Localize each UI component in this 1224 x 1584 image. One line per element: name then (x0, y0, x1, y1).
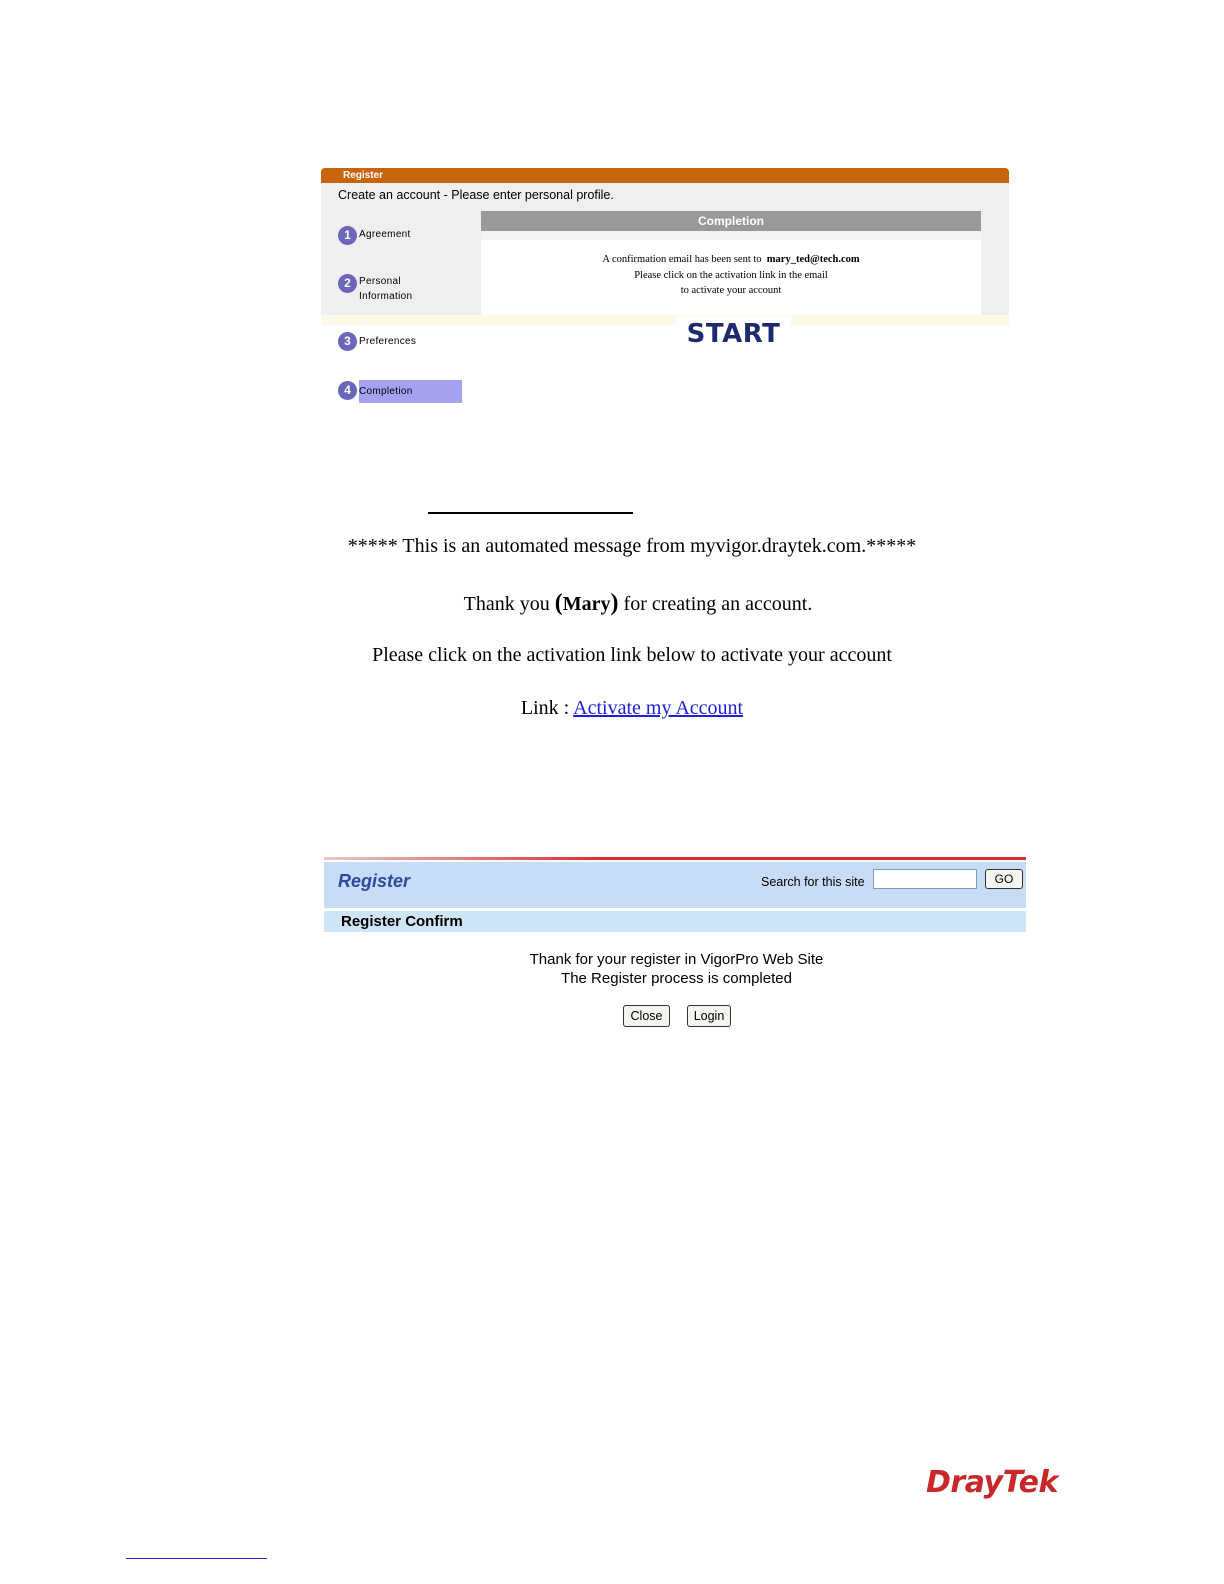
step-label-active: Completion (359, 380, 462, 403)
wizard-footer-strip (321, 315, 1009, 325)
top-accent-line (324, 857, 1026, 860)
completion-strip (481, 231, 981, 240)
wizard-step-personal-information[interactable] (338, 274, 439, 304)
completion-panel (481, 211, 981, 315)
step-label: Preferences (359, 336, 417, 347)
activate-account-link[interactable]: Activate my Account (573, 697, 744, 719)
completion-message (481, 252, 981, 299)
wizard-subtitle: Create an account - Please enter personal profile. (338, 188, 614, 202)
step-number-icon: 2 (338, 274, 357, 293)
draytek-logo: DrayTek (926, 1465, 1058, 1500)
completion-heading: Completion (481, 211, 981, 231)
email-separator (428, 512, 633, 514)
email-thank-you: Thank you (Mary) for creating an account. (463, 590, 813, 616)
step-number-icon: 4 (338, 381, 357, 400)
search-label: Search for this site (761, 875, 865, 889)
go-button[interactable]: GO (985, 869, 1023, 889)
close-button[interactable]: Close (623, 1005, 670, 1027)
wizard-step-completion[interactable] (338, 381, 462, 403)
step-label: Personal Information (359, 276, 413, 302)
register-wizard (321, 168, 1009, 418)
email-link-row (20, 697, 1224, 720)
email-user-name: Mary (562, 593, 611, 615)
email-thank-prefix: Thank you (463, 593, 550, 615)
step-label: Agreement (359, 229, 411, 240)
confirm-message-line1: Thank for your register in VigorPro Web Site (529, 951, 824, 968)
instruction-text: Please click on the activation link in the email (634, 269, 828, 281)
wizard-title-bar: Register (321, 168, 1009, 183)
section-title: Register Confirm (341, 913, 463, 930)
step-number-icon: 3 (338, 332, 357, 351)
email-thank-suffix: for creating an account. (623, 593, 813, 615)
step-number-icon: 1 (338, 226, 357, 245)
email-automated-notice: ***** This is an automated message from myvigor.draytek.com.***** (347, 535, 917, 557)
confirm-message-line2: The Register process is completed (561, 970, 792, 987)
instruction-text-2: to activate your account (680, 285, 782, 296)
confirmation-email: mary_ted@tech.com (766, 254, 860, 265)
email-instruction: Please click on the activation link below to activate your account (372, 644, 892, 666)
register-confirm-page (324, 857, 1026, 1037)
search-input[interactable] (873, 869, 977, 889)
start-button[interactable]: START (676, 316, 791, 352)
login-button[interactable]: Login (687, 1005, 731, 1027)
confirm-message (444, 950, 909, 988)
email-link-prefix: Link : (520, 697, 570, 719)
page-title: Register (338, 871, 411, 891)
confirmation-text: A confirmation email has been sent to (602, 254, 762, 265)
footer-rule (126, 1558, 267, 1559)
wizard-step-preferences[interactable] (338, 332, 416, 351)
wizard-step-agreement[interactable] (338, 226, 411, 245)
